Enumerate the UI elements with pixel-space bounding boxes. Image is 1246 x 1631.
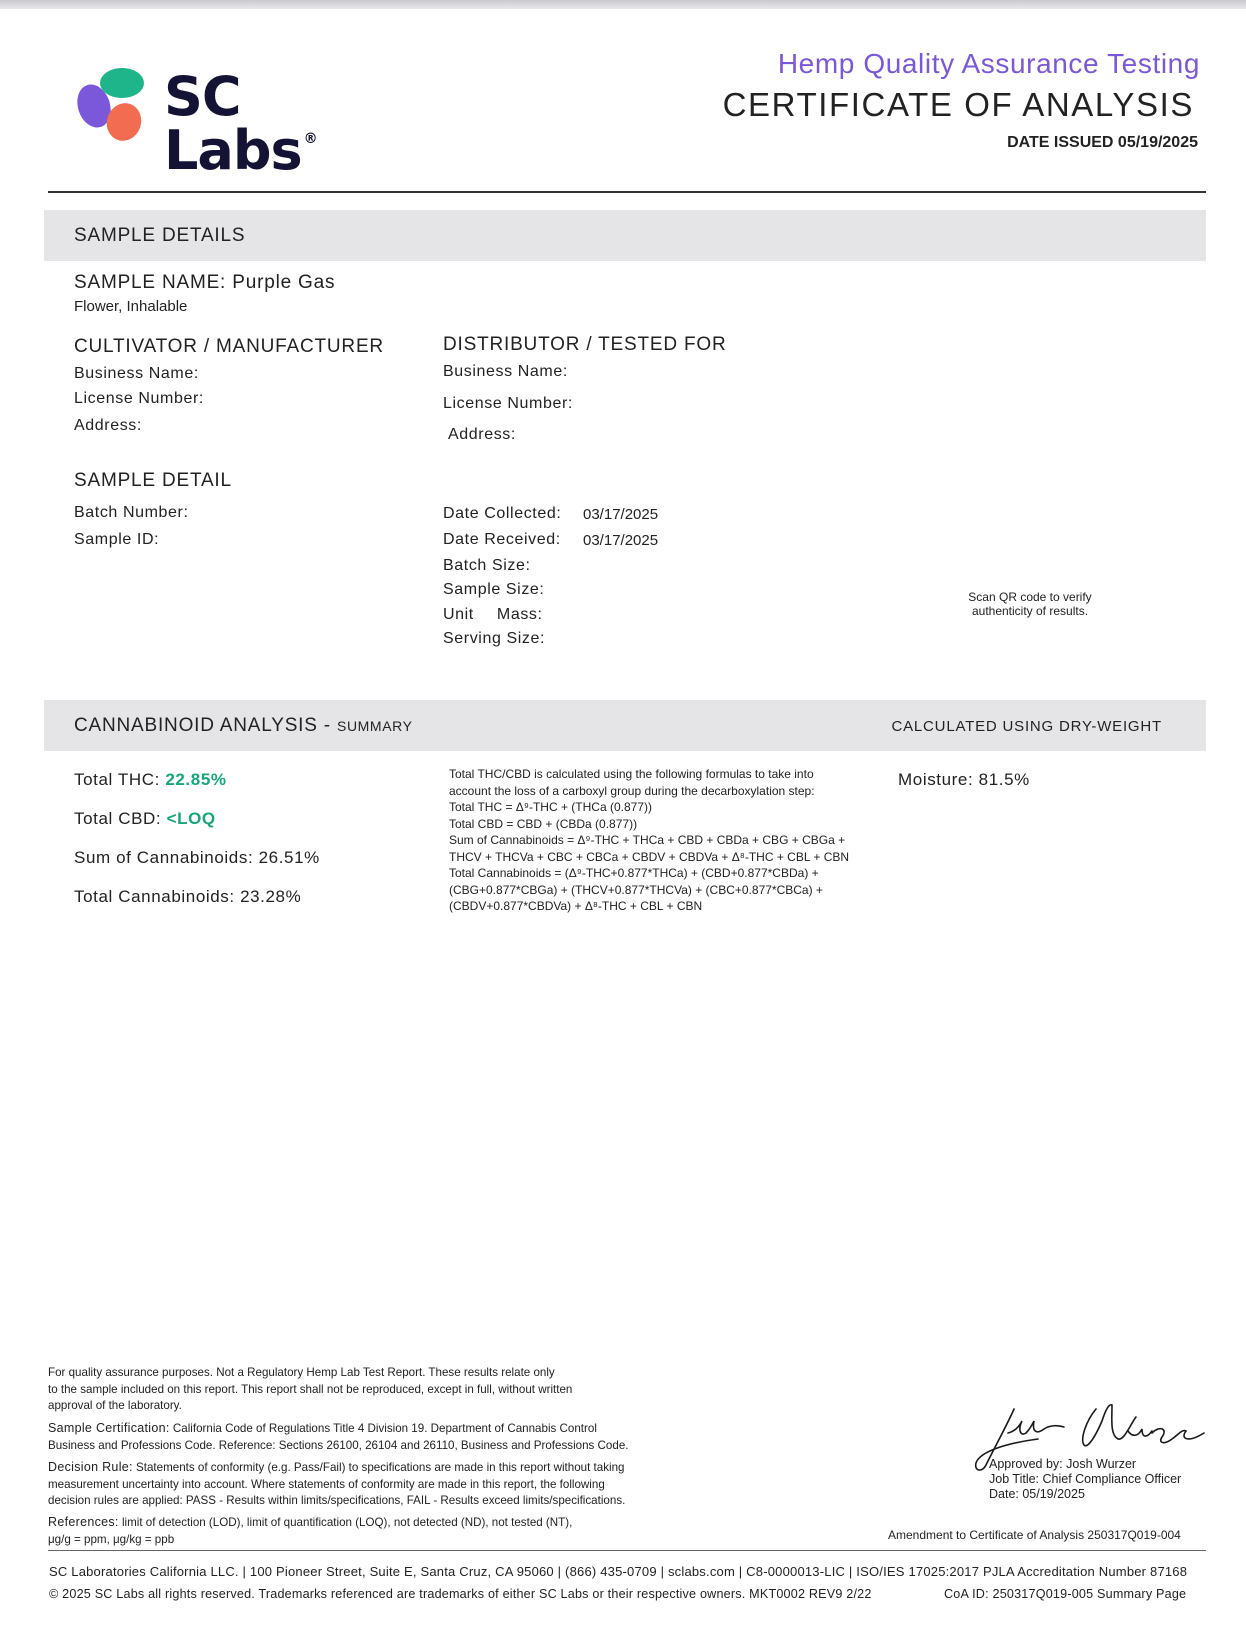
date-received-value: 03/17/2025 (583, 532, 659, 549)
cert-text: California Code of Regulations Title 4 Division 19. Department of Cannabis Control (172, 1422, 597, 1435)
job-title: Job Title: Chief Compliance Officer (989, 1472, 1182, 1486)
header-subtitle: Hemp Quality Assurance Testing (777, 48, 1200, 79)
registered-mark: ® (303, 131, 317, 147)
header-divider (48, 191, 1206, 193)
top-edge (0, 0, 1246, 9)
formula-line: Total THC = Δ⁹-THC + (THCa (0.877)) (449, 800, 652, 814)
cannabinoid-title-sub: SUMMARY (337, 718, 413, 734)
unit-mass: Unit Mass: (443, 606, 543, 623)
sample-name-label: SAMPLE NAME: (74, 272, 227, 293)
cultivator-heading: CULTIVATOR / MANUFACTURER (74, 336, 384, 357)
cert-line (48, 1420, 629, 1438)
dec-text: Statements of conformity (e.g. Pass/Fail) to specifications are made in this report without taking (136, 1461, 625, 1474)
copyright-line: © 2025 SC Labs all rights reserved. Trademarks referenced are trademarks of either SC Labs or their respective owners. MKT0002 REV9 2/22 (49, 1587, 872, 1601)
sample-type: Flower, Inhalable (74, 298, 188, 315)
sample-name-row (74, 272, 335, 294)
distributor-heading: DISTRIBUTOR / TESTED FOR (443, 334, 727, 355)
qa-line: approval of the laboratory. (48, 1399, 182, 1412)
formula-line: (CBG+0.877*CBGa) + (THCV+0.877*THCVa) + (CBC+0.877*CBCa) + (449, 882, 823, 897)
document-title: CERTIFICATE OF ANALYSIS (722, 86, 1194, 123)
total-cbd-label: Total CBD: (74, 809, 162, 828)
distributor-address: Address: (448, 426, 516, 443)
qa-line: For quality assurance purposes. Not a Regulatory Hemp Lab Test Report. These results relate only (48, 1366, 555, 1379)
distributor-business-name: Business Name: (443, 363, 568, 380)
sample-id: Sample ID: (74, 531, 160, 548)
sample-name-value: Purple Gas (232, 272, 336, 293)
sample-details-bar (44, 210, 1206, 261)
approval-block (989, 1457, 1181, 1502)
total-cannabinoids-row (74, 887, 301, 907)
total-cannabinoids-label: Total Cannabinoids: (74, 887, 235, 906)
formula-block (449, 766, 879, 915)
cultivator-business-name: Business Name: (74, 365, 199, 382)
total-thc-row (74, 770, 227, 790)
dry-weight-note: CALCULATED USING DRY-WEIGHT (891, 718, 1162, 735)
serving-size: Serving Size: (443, 630, 546, 647)
ref-line: μg/g = ppm, μg/kg = ppb (48, 1532, 175, 1546)
distributor-license-number: License Number: (443, 395, 573, 412)
sum-cannabinoids-label: Sum of Cannabinoids: (74, 848, 254, 867)
formula-line: Sum of Cannabinoids = Δ⁹-THC + THCa + CBD + CBDa + CBG + CBGa + (449, 833, 846, 847)
sc-labs-logo (72, 65, 402, 182)
sample-detail-heading: SAMPLE DETAIL (74, 470, 232, 491)
total-cbd-row (74, 809, 216, 829)
date-issued: DATE ISSUED 05/19/2025 (1007, 134, 1198, 151)
quality-assurance-note (48, 1365, 572, 1415)
sample-certification-note (48, 1420, 629, 1454)
cultivator-address: Address: (74, 417, 142, 434)
dec-line: measurement uncertainty into account. Where statements of conformity are made in this report, the following (48, 1477, 605, 1491)
cert-line: Business and Professions Code. Reference: Sections 26100, 26104 and 26110, Business and Professions Code. (48, 1438, 629, 1452)
cannabinoid-analysis-title (74, 715, 413, 737)
footer-divider (48, 1550, 1206, 1551)
sample-size: Sample Size: (443, 581, 545, 598)
total-cbd-value: <LOQ (166, 809, 216, 828)
ref-text: limit of detection (LOD), limit of quantification (LOQ), not detected (ND), not tested (NT), (121, 1516, 573, 1529)
company-info-line: SC Laboratories California LLC. | 100 Pioneer Street, Suite E, Santa Cruz, CA 95060 | (866) 435-0709 | sclabs.com | C8-0000013-LIC | ISO/IES 17025:2017 PJLA Accreditation Number 87168 (49, 1564, 1188, 1579)
total-thc-label: Total THC: (74, 770, 160, 789)
batch-size: Batch Size: (443, 557, 531, 574)
qa-line: to the sample included on this report. This report shall not be reproduced, except in full, without written (48, 1382, 573, 1396)
cultivator-license-number: License Number: (74, 390, 204, 407)
sum-cannabinoids-value: 26.51% (258, 848, 320, 867)
qr-note-line: authenticity of results. (971, 604, 1089, 618)
moisture-label: Moisture: (898, 770, 974, 789)
references-note (48, 1514, 572, 1548)
formula-line: account the loss of a carboxyl group during the decarboxylation step: (449, 783, 815, 798)
coa-id: CoA ID: 250317Q019-005 Summary Page (944, 1587, 1187, 1601)
date-collected-value: 03/17/2025 (583, 506, 659, 523)
dec-label: Decision Rule: (48, 1460, 133, 1474)
formula-line: THCV + THCVa + CBC + CBCa + CBDV + CBDVa + Δ⁸-THC + CBL + CBN (449, 849, 850, 864)
cannabinoid-title-main: CANNABINOID ANALYSIS - (74, 715, 331, 736)
amendment-note: Amendment to Certificate of Analysis 250317Q019-004 (888, 1528, 1181, 1542)
cert-label: Sample Certification: (48, 1421, 170, 1435)
ref-line (48, 1514, 572, 1532)
sample-details-title: SAMPLE DETAILS (74, 225, 246, 246)
decision-rule-note (48, 1459, 625, 1510)
brand-name: SC Labs (164, 65, 302, 182)
sum-cannabinoids-row (74, 848, 320, 868)
date-collected-label: Date Collected: (443, 505, 562, 522)
total-thc-value: 22.85% (165, 770, 227, 789)
sc-labs-logo-icon (72, 66, 162, 146)
ref-label: References: (48, 1515, 119, 1529)
moisture-row (898, 770, 1030, 790)
formula-line: Total CBD = CBD + (CBDa (0.877)) (449, 816, 638, 831)
qr-note-line: Scan QR code to verify (968, 590, 1092, 604)
batch-number: Batch Number: (74, 504, 189, 521)
qr-verify-note (945, 590, 1115, 618)
dec-line: decision rules are applied: PASS - Results within limits/specifications, FAIL - Results exceed limits/specifications. (48, 1494, 626, 1507)
cannabinoid-analysis-bar (44, 700, 1206, 751)
approved-by: Approved by: Josh Wurzer (989, 1457, 1137, 1471)
date-received-label: Date Received: (443, 531, 561, 548)
formula-line: Total THC/CBD is calculated using the following formulas to take into (449, 767, 814, 781)
total-cannabinoids-value: 23.28% (240, 887, 302, 906)
dec-line (48, 1459, 625, 1477)
approval-date: Date: 05/19/2025 (989, 1487, 1085, 1501)
formula-line: Total Cannabinoids = (Δ⁹-THC+0.877*THCa) + (CBD+0.877*CBDa) + (449, 866, 819, 880)
moisture-value: 81.5% (978, 770, 1030, 789)
formula-line: (CBDV+0.877*CBDVa) + Δ⁸-THC + CBL + CBN (449, 899, 703, 913)
